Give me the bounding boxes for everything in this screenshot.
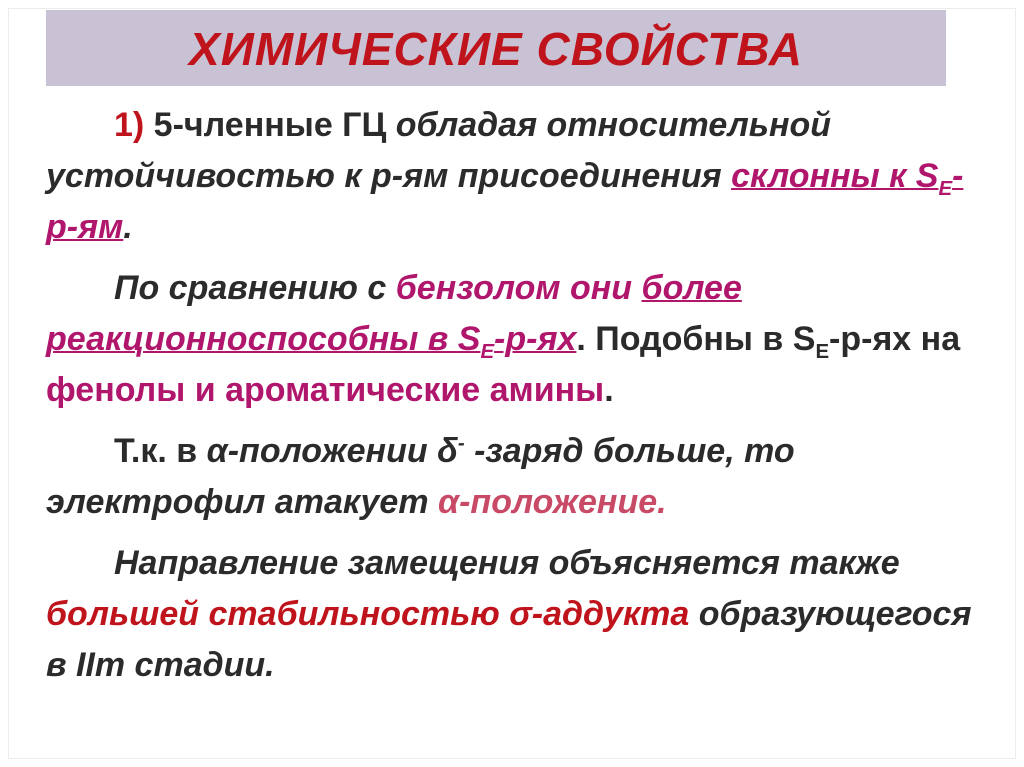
p1-highlight-text: склонны к S — [731, 157, 939, 195]
p2-highlight-text-2: -р-ях — [494, 320, 577, 358]
p2-highlight-text: более реакционноспособны в S — [46, 269, 742, 358]
p2-text-a: По сравнению с — [114, 269, 396, 307]
p1-text-a: 5-членные ГЦ — [144, 106, 396, 144]
list-number: 1) — [114, 106, 145, 144]
p1-highlight-text-2: -р-ям — [46, 157, 964, 246]
p4-text-b: большей стабильностью σ-аддукта — [46, 595, 690, 633]
p3-text-b-sup: - — [457, 432, 465, 455]
paragraph-1 — [46, 100, 986, 253]
slide-content — [46, 100, 986, 701]
p3-text-d: α-положение. — [438, 483, 667, 521]
p3-text-c: -заряд больше, то электрофил атакует — [46, 432, 795, 521]
p2-text-g: фенолы и ароматические амины — [46, 371, 605, 409]
p2-text-b: бензолом они — [395, 269, 642, 307]
paragraph-2 — [46, 263, 986, 416]
p1-period: . — [123, 208, 133, 246]
p2-text-h: . — [604, 371, 614, 409]
p3-text-a: Т.к. в — [114, 432, 207, 470]
slide-title: ХИМИЧЕСКИЕ СВОЙСТВА — [189, 23, 803, 75]
p2-text-e-sub: E — [815, 340, 830, 363]
paragraph-4 — [46, 538, 986, 691]
paragraph-3 — [46, 426, 986, 528]
p2-text-e-main: . Подобны в S — [576, 320, 816, 358]
p1-highlight-sub: E — [938, 177, 953, 200]
p4-text-a: Направление замещения объясняется также — [114, 544, 900, 582]
p1-text-b: обладая относительной устойчивостью к р-ям присоединения — [46, 106, 832, 195]
p4-text-c: образующегося в IIm стадии. — [46, 595, 972, 684]
p2-text-f: -р-ях на — [829, 320, 961, 358]
p3-text-b-main: α-положении δ — [206, 432, 458, 470]
p2-highlight-sub: E — [480, 340, 495, 363]
